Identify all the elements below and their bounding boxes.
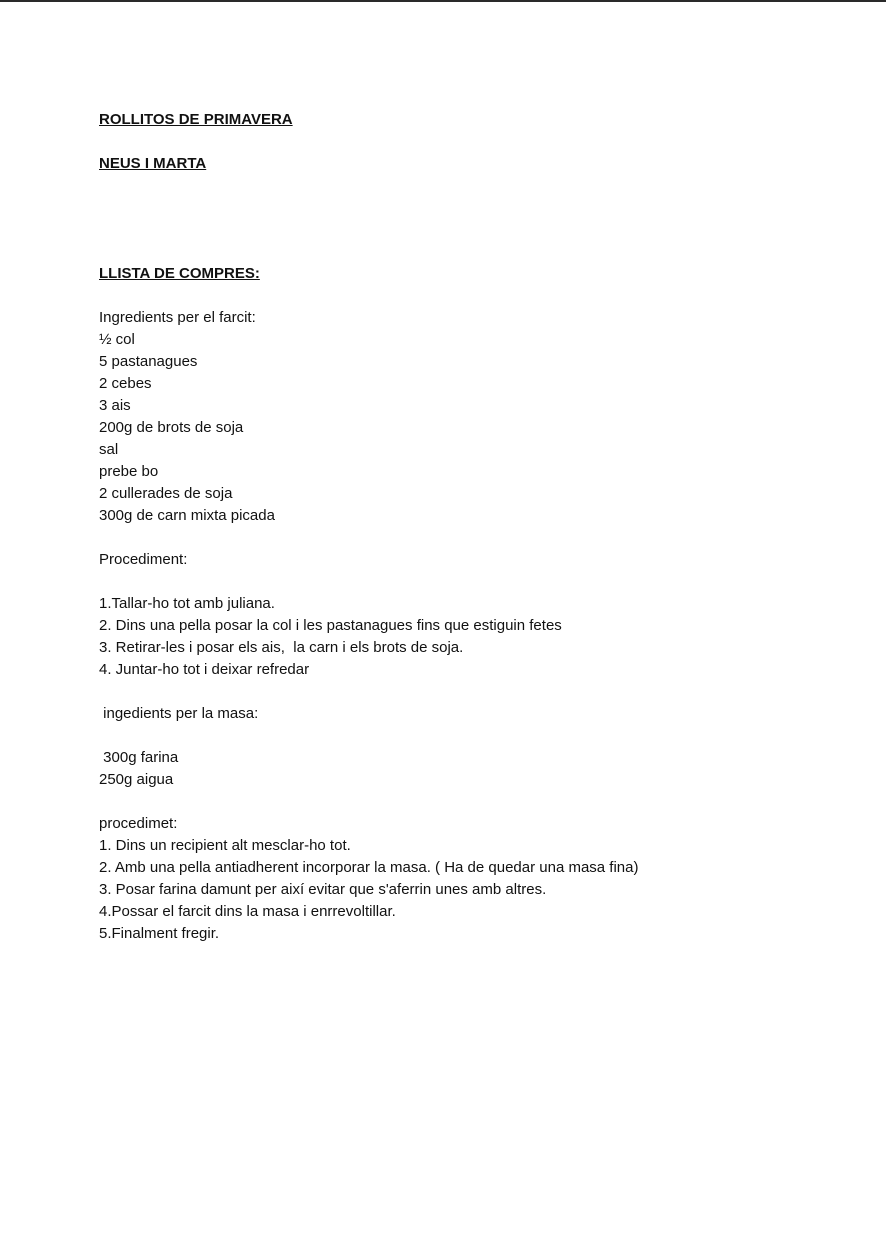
filling-ingredients-list <box>99 329 839 527</box>
procedure-step: 3. Retirar-les i posar els ais, la carn i els brots de soja. <box>99 639 464 656</box>
dough-procedure-heading: procedimet: <box>99 815 178 832</box>
spacer <box>99 285 839 307</box>
list-item: 300g farina <box>99 749 179 766</box>
dough-procedure-steps-list <box>99 835 839 945</box>
procedure-step: 3. Posar farina damunt per així evitar que s'aferrin unes amb altres. <box>99 881 547 898</box>
spacer <box>99 527 839 549</box>
list-item: 5 pastanagues <box>99 353 198 370</box>
procedure-step: 5.Finalment fregir. <box>99 925 220 942</box>
procedure-steps-list <box>99 593 839 681</box>
document-title: ROLLITOS DE PRIMAVERA <box>99 111 293 128</box>
list-item: 200g de brots de soja <box>99 419 244 436</box>
spacer <box>99 571 839 593</box>
dough-ingredients-list <box>99 747 839 791</box>
list-item: 3 ais <box>99 397 131 414</box>
list-item: ½ col <box>99 331 135 348</box>
procedure-step: 4.Possar el farcit dins la masa i enrrevoltillar. <box>99 903 396 920</box>
top-border-line <box>0 0 886 2</box>
list-item: 2 cullerades de soja <box>99 485 233 502</box>
procedure-step: 4. Juntar-ho tot i deixar refredar <box>99 661 310 678</box>
procedure-step: 2. Amb una pella antiadherent incorporar la masa. ( Ha de quedar una masa fina) <box>99 859 639 876</box>
document-authors: NEUS I MARTA <box>99 155 207 172</box>
procedure-step: 1. Dins un recipient alt mesclar-ho tot. <box>99 837 351 854</box>
spacer <box>99 681 839 703</box>
recipe-document <box>99 109 839 945</box>
dough-ingredients-heading: ingedients per la masa: <box>99 705 259 722</box>
procedure-heading: Procediment: <box>99 551 188 568</box>
procedure-step: 1.Tallar-ho tot amb juliana. <box>99 595 275 612</box>
spacer <box>99 131 839 153</box>
spacer <box>99 175 839 263</box>
list-item: prebe bo <box>99 463 159 480</box>
filling-ingredients-heading: Ingredients per el farcit: <box>99 309 256 326</box>
list-item: 250g aigua <box>99 771 174 788</box>
list-item: sal <box>99 441 119 458</box>
shopping-list-heading: LLISTA DE COMPRES: <box>99 265 260 282</box>
list-item: 2 cebes <box>99 375 152 392</box>
list-item: 300g de carn mixta picada <box>99 507 275 524</box>
procedure-step: 2. Dins una pella posar la col i les pastanagues fins que estiguin fetes <box>99 617 562 634</box>
spacer <box>99 791 839 813</box>
spacer <box>99 725 839 747</box>
